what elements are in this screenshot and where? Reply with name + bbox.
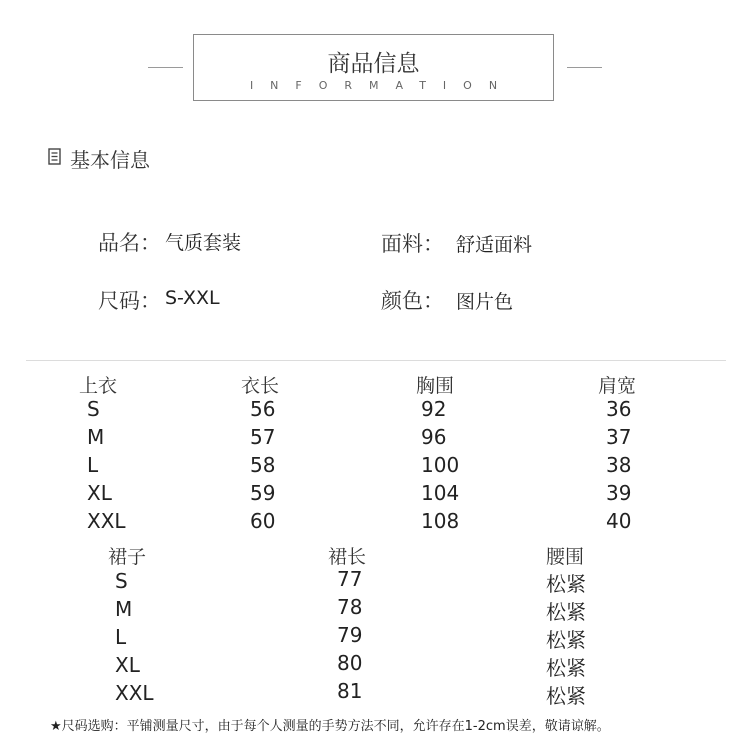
length-cell: 81 — [337, 679, 363, 703]
length-cell: 58 — [250, 453, 276, 477]
document-icon — [48, 148, 61, 165]
waist-cell: 松紧 — [546, 572, 586, 596]
section-title: 基本信息 — [70, 148, 150, 172]
size-note: ★尺码选购：平铺测量尺寸，由于每个人测量的手势方法不同，允许存在1-2cm误差，敬请谅解。 — [50, 719, 610, 734]
table-header: 衣长 — [241, 375, 280, 397]
length-cell: 60 — [250, 509, 276, 533]
waist-cell: 松紧 — [546, 600, 586, 624]
waist-cell: 松紧 — [546, 656, 586, 680]
shoulder-cell: 36 — [606, 397, 632, 421]
length-cell: 57 — [250, 425, 276, 449]
header-title: 商品信息 — [327, 51, 420, 77]
shoulder-cell: 37 — [606, 425, 632, 449]
header-left-rule — [148, 67, 183, 68]
length-cell: 59 — [250, 481, 276, 505]
name-value: 气质套装 — [165, 232, 242, 254]
size-cell: S — [115, 569, 128, 593]
table-header: 肩宽 — [598, 375, 637, 397]
bust-cell: 108 — [421, 509, 460, 533]
color-label: 颜色： — [381, 289, 444, 313]
shoulder-cell: 40 — [606, 509, 632, 533]
size-cell: L — [87, 453, 99, 477]
waist-cell: 松紧 — [546, 628, 586, 652]
bust-cell: 104 — [421, 481, 460, 505]
bust-cell: 92 — [421, 397, 447, 421]
bust-cell: 96 — [421, 425, 447, 449]
table-divider — [26, 360, 726, 361]
color-value: 图片色 — [456, 291, 514, 313]
length-cell: 80 — [337, 651, 363, 675]
table-header: 腰围 — [546, 546, 585, 568]
size-cell: XXL — [87, 509, 126, 533]
header-right-rule — [567, 67, 602, 68]
bust-cell: 100 — [421, 453, 460, 477]
table-header: 裙长 — [328, 546, 367, 568]
size-cell: XL — [87, 481, 112, 505]
table-header: 胸围 — [416, 375, 455, 397]
name-label: 品名： — [98, 231, 161, 255]
table-header: 上衣 — [79, 375, 118, 397]
size-label: 尺码： — [98, 289, 161, 313]
size-cell: M — [87, 425, 105, 449]
header-subtitle: INFORMATION — [249, 79, 515, 92]
size-cell: S — [87, 397, 100, 421]
fabric-label: 面料： — [381, 232, 444, 256]
length-cell: 56 — [250, 397, 276, 421]
size-cell: XXL — [115, 681, 154, 705]
size-cell: L — [115, 625, 127, 649]
shoulder-cell: 38 — [606, 453, 632, 477]
shoulder-cell: 39 — [606, 481, 632, 505]
fabric-value: 舒适面料 — [456, 234, 533, 256]
size-cell: M — [115, 597, 133, 621]
size-cell: XL — [115, 653, 140, 677]
length-cell: 77 — [337, 567, 363, 591]
length-cell: 79 — [337, 623, 363, 647]
size-value: S-XXL — [165, 287, 220, 309]
waist-cell: 松紧 — [546, 684, 586, 708]
length-cell: 78 — [337, 595, 363, 619]
header-box — [193, 34, 554, 101]
table-header: 裙子 — [108, 546, 147, 568]
